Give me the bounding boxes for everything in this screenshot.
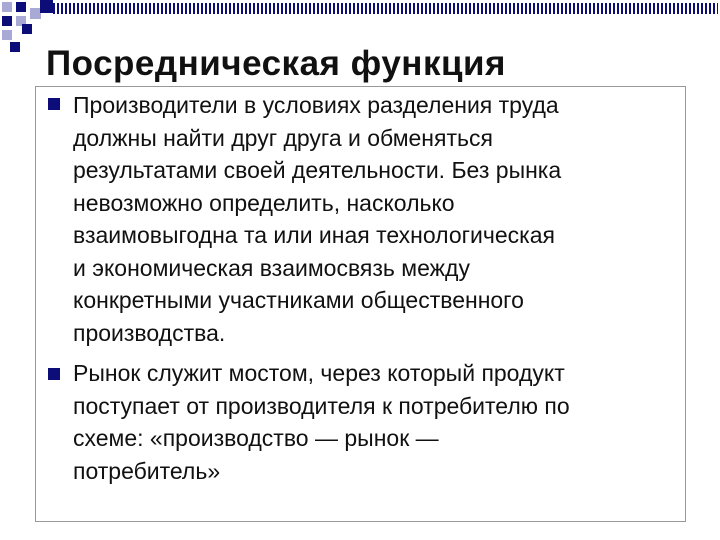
decor-square — [40, 0, 53, 13]
bullet-text-line: схеме: «производство — рынок — — [73, 425, 439, 451]
decor-square — [16, 2, 26, 12]
bullet-text-line: Рынок служит мостом, через который продукт — [73, 360, 565, 386]
bullet-text-line: поступает от производителя к потребителю по — [73, 392, 570, 419]
bullet-text-line: невозможно определить, насколько — [73, 189, 455, 216]
bullet-text-line: Производители в условиях разделения труда — [73, 92, 559, 118]
decor-square — [2, 16, 12, 26]
bullet-item — [36, 87, 685, 349]
bullet-text-line: должны найти друг друга и обменяться — [73, 124, 493, 151]
bullet-text-line: конкретными участниками общественного — [73, 287, 524, 313]
square-bullet-icon — [48, 368, 60, 380]
bullet-text-line: и экономическая взаимосвязь между — [73, 254, 470, 281]
bullet-list — [36, 87, 685, 487]
bullet-text-line: производства. — [73, 319, 226, 346]
square-bullet-icon — [48, 98, 60, 110]
content-box — [35, 86, 686, 522]
decor-square — [22, 24, 32, 34]
bullet-text-line: результатами своей деятельности. Без рынка — [73, 157, 562, 183]
slide-title: Посредническая функция — [46, 44, 506, 83]
bullet-text-line: потребитель» — [73, 457, 221, 484]
decor-square — [2, 30, 12, 40]
decor-square — [2, 2, 12, 12]
bullet-text-line: взаимовыгодна та или иная технологическая — [73, 222, 555, 248]
decor-stripe-bar — [53, 3, 718, 14]
decor-square — [10, 42, 20, 52]
bullet-item — [36, 357, 685, 487]
